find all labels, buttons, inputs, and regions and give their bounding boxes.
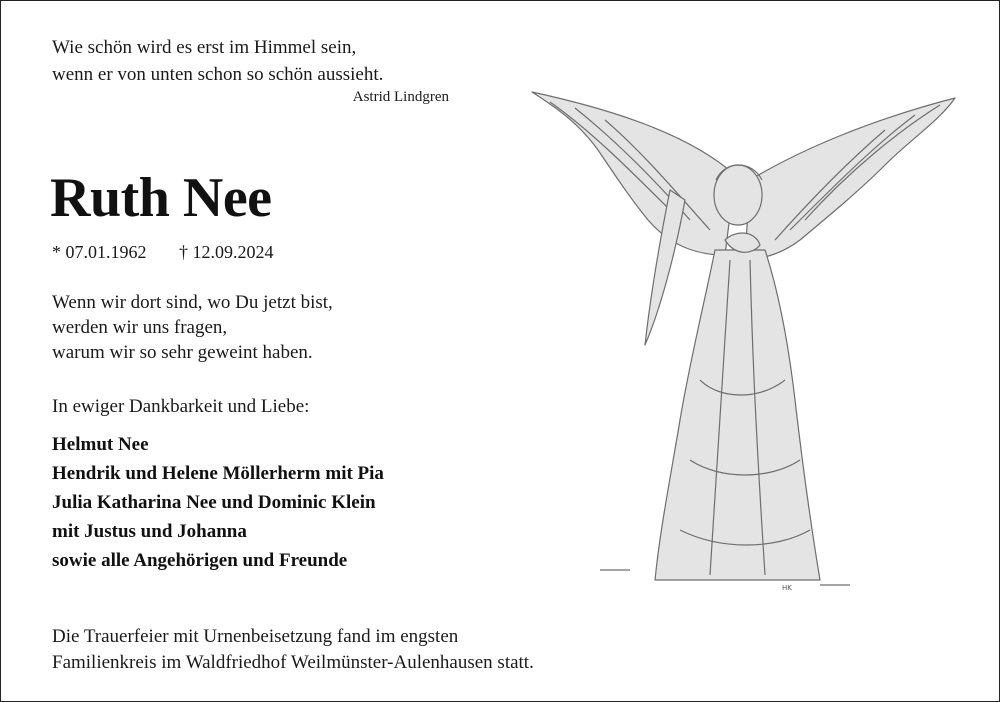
memorial-verse (52, 290, 333, 365)
mourner-line: Hendrik und Helene Möllerherm mit Pia (52, 463, 384, 484)
deceased-name: Ruth Nee (50, 167, 272, 229)
quote-line-1: Wie schön wird es erst im Himmel sein, (52, 37, 357, 58)
birth-date: * 07.01.1962 (52, 242, 147, 262)
mourner-line: mit Justus und Johanna (52, 521, 247, 542)
verse-line-1: Wenn wir dort sind, wo Du jetzt bist, (52, 292, 333, 313)
life-dates (52, 242, 274, 263)
angel-statue-drawing-icon (520, 80, 965, 610)
ceremony-note (52, 624, 534, 676)
verse-line-3: warum wir so sehr geweint haben. (52, 342, 313, 363)
head (714, 165, 762, 225)
mourners-list (52, 430, 384, 575)
mourner-line: Helmut Nee (52, 434, 149, 455)
quote-line-2: wenn er von unten schon so schön aussieht. (52, 64, 384, 85)
mourner-line: sowie alle Angehörigen und Freunde (52, 550, 348, 571)
artist-signature: HK (782, 584, 792, 592)
verse-line-2: werden wir uns fragen, (52, 317, 228, 338)
quote-author: Astrid Lindgren (352, 89, 449, 105)
death-date: † 12.09.2024 (179, 242, 274, 262)
ceremony-line-1: Die Trauerfeier mit Urnenbeisetzung fand im engsten (52, 626, 459, 647)
opening-quote (52, 34, 452, 88)
thanks-heading: In ewiger Dankbarkeit und Liebe: (52, 396, 310, 417)
mourner-line: Julia Katharina Nee und Dominic Klein (52, 492, 376, 513)
right-wing (745, 98, 955, 258)
ceremony-line-2: Familienkreis im Waldfriedhof Weilmünster-Aulenhausen statt. (52, 652, 534, 673)
